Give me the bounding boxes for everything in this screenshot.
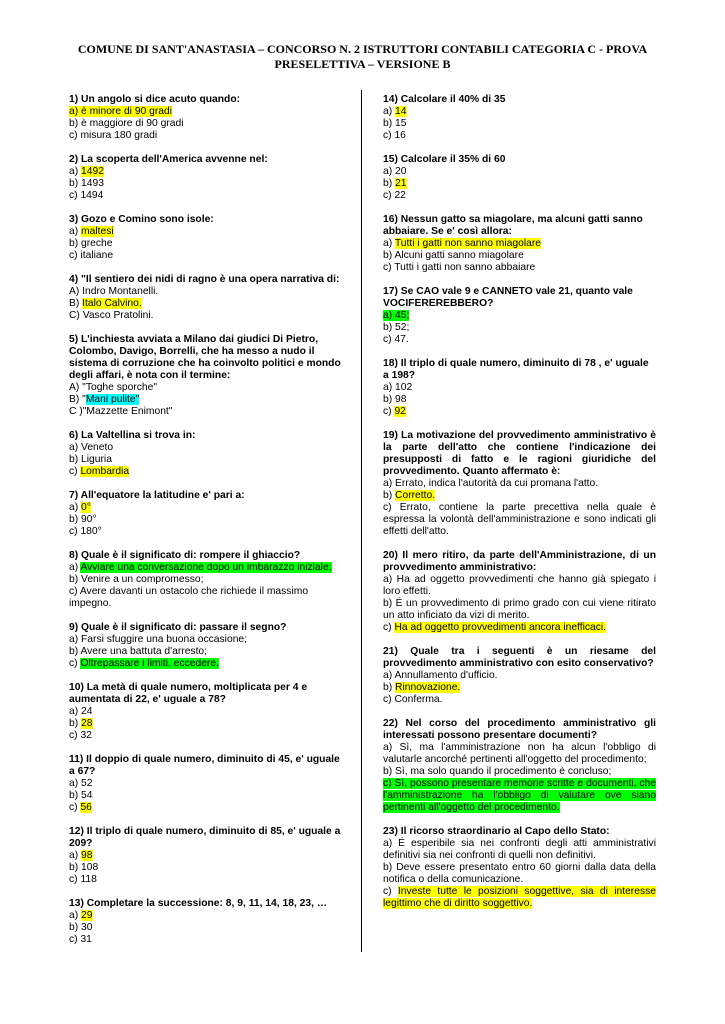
highlighted-answer: 0° [81,502,91,513]
answer-option [69,802,341,814]
answer-text: b) 90° [69,514,97,525]
answer-text: a) 52 [69,778,93,789]
answer-option [383,682,656,694]
answer-text: b) É un provvedimento di primo grado con cui viene ritirato un atto inficiato da vizi di merito. [383,598,656,621]
highlighted-answer: 28 [81,718,93,729]
answer-option [69,910,341,922]
answer-option [69,310,341,322]
answer-option [69,190,341,202]
answer-option [69,394,341,406]
question-block [69,490,341,538]
highlighted-answer: 92 [394,406,406,417]
highlighted-answer: Italo Calvino. [82,298,142,309]
answer-option [69,382,341,394]
answer-text: c) Conferma. [383,694,443,705]
answer-option [69,442,341,454]
answer-option [383,886,656,910]
answer-option [69,730,341,742]
answer-text: a) 20 [383,166,407,177]
answer-option [383,262,656,274]
answer-text: a) [69,850,82,861]
answer-option [383,250,656,262]
question-text: 23) Il ricorso straordinario al Capo dello Stato: [383,826,610,837]
highlighted-answer: Lombardia [80,466,130,477]
highlighted-answer: Tutti i gatti non sanno miagolare [394,238,541,249]
answer-text: b) [383,682,396,693]
question-text: 19) La motivazione del provvedimento amministrativo è la parte dell'atto che contiene l'indicazione dei presupposti di fatto e le ragioni giuridiche del provvedimento. Quanto affermato è: [383,430,656,477]
question-block [383,286,656,346]
answer-option [69,406,341,418]
question-text: 15) Calcolare il 35% di 60 [383,154,506,165]
answer-text: a) Errato, indica l'autorità da cui promana l'atto. [383,478,599,489]
question-block [69,214,341,262]
answer-text: b) [383,490,396,501]
answer-text: b) Liguria [69,454,112,465]
highlighted-answer: a) è minore di 90 gradi [69,106,173,117]
question-block [69,154,341,202]
answer-text: b) greche [69,238,113,249]
answer-option [383,574,656,598]
answer-text: a) [69,910,82,921]
answer-text: b) 54 [69,790,93,801]
question-block [69,622,341,670]
answer-option [69,466,341,478]
answer-option [69,106,341,118]
answer-option [383,178,656,190]
answer-text: c) Tutti i gatti non sanno abbaiare [383,262,536,273]
column-divider [361,90,362,952]
highlighted-answer: Corretto. [395,490,436,501]
answer-text: c) [69,466,81,477]
answer-text: c) 16 [383,130,406,141]
question-text: 1) Un angolo si dice acuto quando: [69,94,241,105]
answer-option [69,934,341,946]
answer-text: b) 108 [69,862,99,873]
answer-option [69,118,341,130]
answer-text: b) Sì, ma solo quando il procedimento è concluso; [383,766,612,777]
answer-text: a) 24 [69,706,93,717]
answer-text: c) misura 180 gradi [69,130,158,141]
question-block [69,334,341,418]
answer-text: c) 47. [383,334,409,345]
answer-option [383,310,656,322]
answer-option [383,166,656,178]
highlighted-answer: 14 [395,106,407,117]
highlighted-answer: 56 [80,802,92,813]
answer-option [69,130,341,142]
answer-option [69,502,341,514]
answer-option [383,322,656,334]
highlighted-answer: Oltrepassare i limiti, eccedere. [80,658,219,669]
answer-text: c) 22 [383,190,406,201]
answer-text: b) 30 [69,922,93,933]
question-block [383,94,656,142]
question-text: 7) All'equatore la latitudine e' pari a: [69,490,245,501]
answer-option [69,718,341,730]
answer-text: C) Vasco Pratolini. [69,310,154,321]
page-title: COMUNE DI SANT'ANASTASIA – CONCORSO N. 2 ISTRUTTORI CONTABILI CATEGORIA C - PROVA PRESELETTIVA – VERSIONE B [77,42,648,71]
answer-text: a) [69,502,82,513]
answer-option [383,190,656,202]
answer-option [69,514,341,526]
answer-text: a) 102 [383,382,413,393]
answer-text: b) [69,718,82,729]
highlighted-answer: c) Sì, possono presentare memorie scritte e documenti, che l'amministrazione ha l'obbligo di valutare ove siano pertinenti all'oggetto del procedimento. [383,778,656,813]
highlighted-answer: Investe tutte le posizioni soggettive, sia di interesse legittimo che di diritto soggettivo. [383,886,656,909]
question-block [383,550,656,634]
answer-option [69,586,341,610]
answer-option [69,574,341,586]
question-block [69,754,341,814]
answer-text: b) 52; [383,322,410,333]
question-text: 17) Se CAO vale 9 e CANNETO vale 21, quanto vale VOCIFEREREBBERO? [383,286,633,309]
question-block [383,214,656,274]
answer-text: a) Ha ad oggetto provvedimenti che hanno già spiegato i loro effetti. [383,574,656,597]
answer-option [383,382,656,394]
question-text: 5) L'inchiesta avviata a Milano dai giudici Di Pietro, Colombo, Davigo, Borrelli, che ha messo a nudo il sistema di corruzione che ha coinvolto politici e mondo degli affari, è nota con il termine: [69,334,341,381]
answer-text: c) [383,406,395,417]
answer-text: b) Alcuni gatti sanno miagolare [383,250,524,261]
answer-text: a) [69,226,82,237]
answer-text: a) [69,562,81,573]
answer-text: a) [383,106,396,117]
answer-option [69,562,341,574]
answer-option [69,454,341,466]
answer-option [383,862,656,886]
answer-text: b) [383,178,396,189]
highlighted-answer: Avviare una conversazione dopo un imbarazzo iniziale; [80,562,332,573]
question-block [69,94,341,142]
answer-text: c) [383,886,398,897]
question-text: 4) "Il sentiero dei nidi di ragno è una opera narrativa di: [69,274,340,285]
question-block [69,826,341,886]
question-text: 2) La scoperta dell'America avvenne nel: [69,154,268,165]
highlighted-answer: 29 [81,910,93,921]
answer-text: A) Indro Montanelli. [69,286,159,297]
highlighted-answer: Rinnovazione. [395,682,461,693]
answer-option [383,694,656,706]
answer-option [383,502,656,538]
answer-text: a) [383,238,395,249]
highlighted-answer: maltesi [81,226,114,237]
answer-option [383,778,656,814]
highlighted-answer: 21 [395,178,407,189]
answer-text: c) Errato, contiene la parte precettiva nella quale è espressa la volontà dell'amministrazione e sono indicati gli effetti dell'atto. [383,502,656,537]
question-text: 8) Quale è il significato di: rompere il ghiaccio? [69,550,301,561]
answer-option [69,874,341,886]
answer-option [69,922,341,934]
answer-option [69,658,341,670]
answer-text: B) [69,298,83,309]
question-text: 13) Completare la successione: 8, 9, 11, 14, 18, 23, … [69,898,328,909]
answer-text: a) Sì, ma l'amministrazione non ha alcun l'obbligo di valutarle ancorché pertinenti all'oggetto del procedimento; [383,742,656,765]
question-block [383,430,656,538]
answer-option [383,130,656,142]
answer-text: b) è maggiore di 90 gradi [69,118,184,129]
answer-text: c) [69,658,81,669]
answer-option [383,238,656,250]
question-block [69,682,341,742]
highlighted-answer: a) 45; [383,310,410,321]
answer-option [69,238,341,250]
question-block [383,718,656,814]
answer-option [383,838,656,862]
question-text: 12) Il triplo di quale numero, diminuito di 85, e' uguale a 209? [69,826,341,849]
answer-option [383,742,656,766]
left-column [69,94,341,958]
question-text: 6) La Valtellina si trova in: [69,430,196,441]
answer-text: c) 118 [69,874,97,885]
question-text: 10) La metà di quale numero, moltiplicata per 4 e aumentata di 22, e' uguale a 78? [69,682,308,705]
answer-text: b) Deve essere presentato entro 60 giorni dalla data della notifica o della comunicazione. [383,862,656,885]
answer-option [69,298,341,310]
answer-option [383,106,656,118]
question-block [383,358,656,418]
highlighted-answer: Mani pulite" [85,394,140,405]
answer-option [383,478,656,490]
answer-text: b) Avere una battuta d'arresto; [69,646,208,657]
answer-text: C )"Mazzette Enimont" [69,406,173,417]
question-text: 3) Gozo e Comino sono isole: [69,214,214,225]
question-block [383,154,656,202]
answer-option [69,706,341,718]
answer-text: c) 31 [69,934,92,945]
question-block [69,550,341,610]
question-text: 14) Calcolare il 40% di 35 [383,94,506,105]
answer-text: a) Farsi sfuggire una buona occasione; [69,634,248,645]
answer-text: b) Venire a un compromesso; [69,574,204,585]
right-column [383,94,656,922]
answer-text: c) Avere davanti un ostacolo che richiede il massimo impegno. [69,586,309,609]
answer-option [69,178,341,190]
question-text: 20) Il mero ritiro, da parte dell'Amministrazione, di un provvedimento amministrativo: [383,550,656,573]
highlighted-answer: 1492 [81,166,104,177]
answer-option [383,490,656,502]
answer-option [69,166,341,178]
question-block [383,826,656,910]
answer-option [69,286,341,298]
answer-option [383,670,656,682]
answer-text: c) 1494 [69,190,104,201]
question-text: 16) Nessun gatto sa miagolare, ma alcuni gatti sanno abbaiare. Se e' così allora: [383,214,643,237]
answer-option [383,394,656,406]
answer-option [383,118,656,130]
question-block [69,898,341,946]
answer-option [69,250,341,262]
highlighted-answer: Ha ad oggetto provvedimenti ancora inefficaci. [394,622,607,633]
answer-text: B) " [69,394,86,405]
answer-text: b) 98 [383,394,407,405]
answer-text: a) Annullamento d'ufficio. [383,670,498,681]
answer-text: b) 15 [383,118,407,129]
question-block [69,274,341,322]
answer-text: A) "Toghe sporche" [69,382,158,393]
question-text: 22) Nel corso del procedimento amministrativo gli interessati possono presentare documenti? [383,718,656,741]
answer-option [69,526,341,538]
answer-option [69,634,341,646]
answer-option [69,790,341,802]
answer-text: c) [69,802,81,813]
answer-option [69,226,341,238]
highlighted-answer: 98 [81,850,93,861]
answer-option [69,778,341,790]
answer-option [69,862,341,874]
answer-option [383,766,656,778]
question-text: 9) Quale è il significato di: passare il segno? [69,622,287,633]
question-text: 18) Il triplo di quale numero, diminuito di 78 , e' uguale a 198? [383,358,649,381]
answer-option [69,850,341,862]
question-block [69,430,341,478]
question-block [383,646,656,706]
answer-option [383,598,656,622]
question-text: 21) Quale tra i seguenti è un riesame del provvedimento amministrativo con esito conservativo? [383,646,656,669]
answer-option [69,646,341,658]
answer-text: a) É esperibile sia nei confronti degli atti amministrativi definitivi sia nei confronti di quelli non definitivi. [383,838,656,861]
answer-text: a) [69,166,82,177]
answer-text: c) 32 [69,730,92,741]
answer-text: a) Veneto [69,442,114,453]
answer-option [383,622,656,634]
answer-text: b) 1493 [69,178,104,189]
question-text: 11) Il doppio di quale numero, diminuito di 45, e' uguale a 67? [69,754,340,777]
answer-option [383,334,656,346]
answer-option [383,406,656,418]
answer-text: c) italiane [69,250,114,261]
answer-text: c) 180° [69,526,102,537]
answer-text: c) [383,622,395,633]
